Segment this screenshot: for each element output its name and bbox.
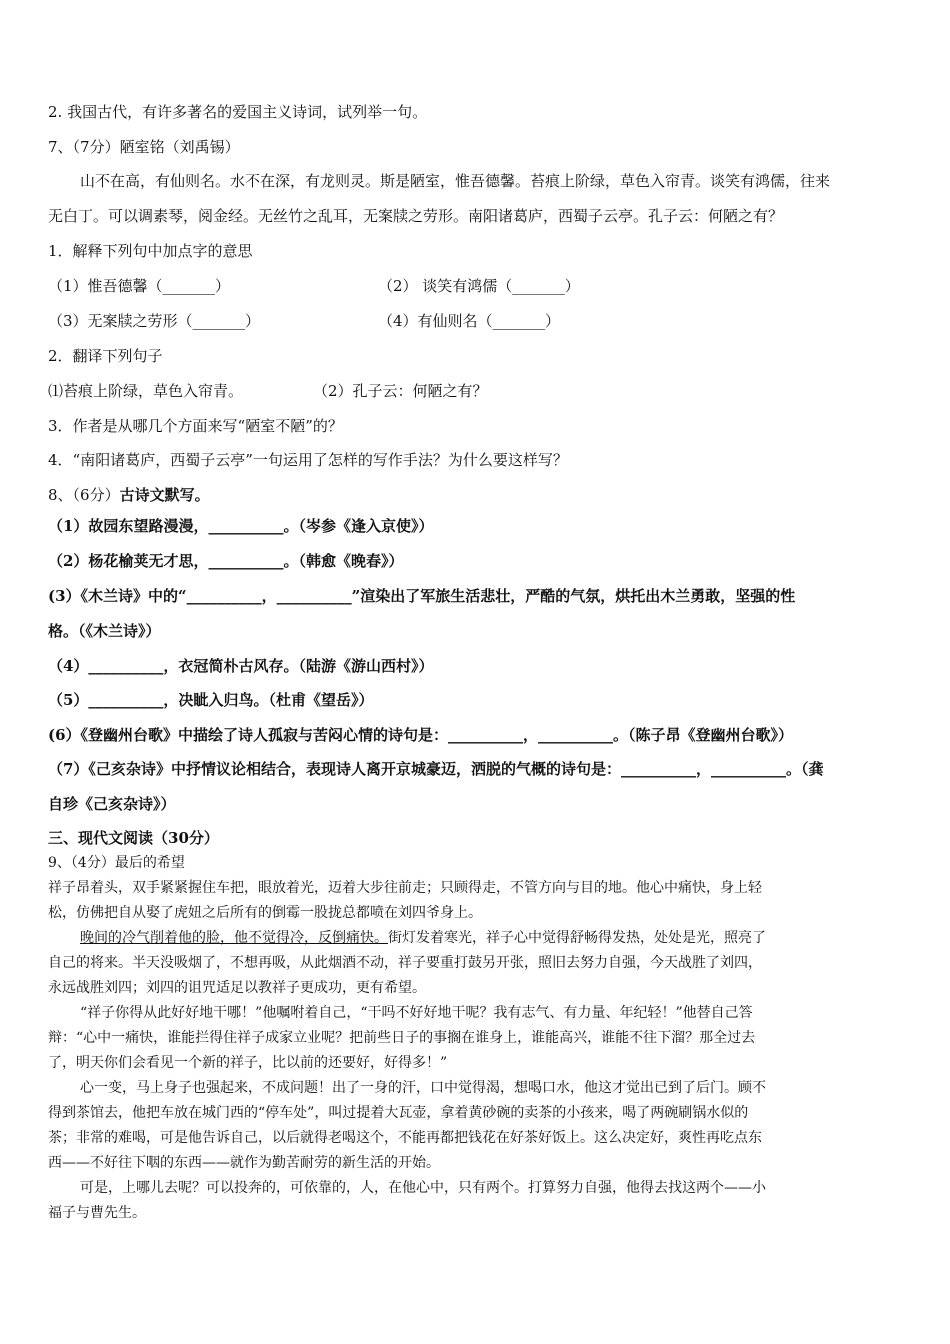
q7-subquestion-1: 1．解释下列句中加点字的意思 xyxy=(48,242,253,260)
q9-paragraph-line: “祥子你得从此好好地干哪！”他嘱咐着自己，“干吗不好好地干呢？我有志气、有力量、年纪轻！”他替自己答 xyxy=(80,1005,753,1021)
q9-paragraph-line: 心一变，马上身子也强起来，不成问题！出了一身的汗，口中觉得渴，想喝口水，他这才觉出已到了后门。顾不 xyxy=(80,1080,766,1096)
q7-translation-2: （2）孔子云：何陋之有？ xyxy=(313,382,488,400)
q7-subquestion-3: 3．作者是从哪几个方面来写“陋室不陋”的？ xyxy=(48,417,343,435)
q8-line: （5）__________，决眦入归鸟。（杜甫《望岳》） xyxy=(48,691,374,709)
q9-paragraph-line: 永远战胜刘四；刘四的诅咒适足以教祥子更成功，更有希望。 xyxy=(48,980,426,996)
q7-item-3: （3）无案牍之劳形（_______） xyxy=(48,312,261,330)
section-3-heading: 三、现代文阅读（30分） xyxy=(48,829,219,847)
q7-header: 7、（7分）陋室铭（刘禹锡） xyxy=(48,138,240,156)
q9-paragraph-line: 得到茶馆去，他把车放在城门西的“停车处”，叫过提着大瓦壶，拿着黄砂碗的卖茶的小孩来，喝了两碗刷锅水似的 xyxy=(48,1105,749,1121)
q7-passage-line: 山不在高，有仙则名。水不在深，有龙则灵。斯是陋室，惟吾德馨。苔痕上阶绿，草色入帘青。谈笑有鸿儒，往来 xyxy=(80,172,831,190)
q8-line: （2）杨花榆荚无才思，__________。（韩愈《晚春》） xyxy=(48,552,404,570)
q9-paragraph-line: 自己的将来。半天没吸烟了，不想再吸，从此烟酒不动，祥子要重打鼓另开张，照旧去努力自强，今天战胜了刘四， xyxy=(48,955,762,971)
q7-items-row xyxy=(48,276,908,296)
q7-item-2: （2） 谈笑有鸿儒（_______） xyxy=(378,277,580,295)
q7-item-4: （4）有仙则名（_______） xyxy=(378,312,561,330)
q8-line: 格。（《木兰诗》） xyxy=(48,622,161,640)
q9-paragraph-line: 西——不好往下咽的东西——就作为勤苦耐劳的新生活的开始。 xyxy=(48,1155,440,1171)
q7-items-row xyxy=(48,311,908,331)
q9-paragraph-line: 辩：“心中一痛快，谁能拦得住祥子成家立业呢？把前些日子的事搁在谁身上，谁能高兴，谁能不往下溜？那全过去 xyxy=(48,1030,756,1046)
q8-line: （7）《己亥杂诗》中抒情议论相结合，表现诗人离开京城豪迈，洒脱的气概的诗句是：__________，__________。（龚 xyxy=(48,760,824,778)
q7-translation-row xyxy=(48,381,908,401)
q8-line: （1）故园东望路漫漫，__________。（岑参《逢入京使》） xyxy=(48,517,434,535)
q8-header-title: 古诗文默写。 xyxy=(119,486,210,504)
q9-paragraph-line: 茶；非常的难喝，可是他告诉自己，以后就得老喝这个，不能再都把钱花在好茶好饭上。这么决定好，爽性再吃点东 xyxy=(48,1130,762,1146)
q8-line: （4）__________，衣冠简朴古风存。（陆游《游山西村》） xyxy=(48,657,434,675)
q8-line: 自珍《己亥杂诗》） xyxy=(48,795,176,813)
paragraph-text: 街灯发着寒光，祥子心中觉得舒畅得发热，处处是光，照亮了 xyxy=(388,930,766,946)
q8-header-prefix: 8、（6分） xyxy=(48,486,120,504)
q9-paragraph-line: 祥子昂着头，双手紧紧握住车把，眼放着光，迈着大步往前走；只顾得走，不管方向与目的地。他心中痛快，身上轻 xyxy=(48,880,762,896)
q9-paragraph-line xyxy=(80,928,908,948)
q9-header: 9、（4分）最后的希望 xyxy=(48,855,185,871)
q2-prompt: 2. 我国古代，有许多著名的爱国主义诗词，试列举一句。 xyxy=(48,103,428,121)
q8-line: (3）《木兰诗》中的“__________，__________”渲染出了军旅生活悲壮，严酷的气氛，烘托出木兰勇敢，坚强的性 xyxy=(48,587,796,605)
q7-subquestion-4: 4．“南阳诸葛庐，西蜀子云亭”一句运用了怎样的写作手法？为什么要这样写？ xyxy=(48,451,568,469)
q7-translation-1: ⑴苔痕上阶绿，草色入帘青。 xyxy=(48,382,244,400)
q7-passage-line: 无白丁。可以调素琴，阅金经。无丝竹之乱耳，无案牍之劳形。南阳诸葛庐，西蜀子云亭。孔子云：何陋之有？ xyxy=(48,207,784,225)
q9-paragraph-line: 了，明天你们会看见一个新的祥子，比以前的还要好，好得多！” xyxy=(48,1055,448,1071)
q8-header xyxy=(48,485,908,505)
q9-paragraph-line: 福子与曹先生。 xyxy=(48,1205,146,1221)
q7-item-1: （1）惟吾德馨（_______） xyxy=(48,277,231,295)
q8-line: (6）《登幽州台歌》中描绘了诗人孤寂与苦闷心情的诗句是：__________，__________。（陈子昂《登幽州台歌》） xyxy=(48,726,794,744)
q9-paragraph-line: 松，仿佛把自从娶了虎妞之后所有的倒霉一股拢总都喷在刘四爷身上。 xyxy=(48,905,482,921)
q9-paragraph-line: 可是，上哪儿去呢？可以投奔的，可依靠的，人，在他心中，只有两个。打算努力自强，他得去找这两个——小 xyxy=(80,1180,766,1196)
q7-subquestion-2: 2．翻译下列句子 xyxy=(48,347,163,365)
underlined-sentence: 晚间的冷气削着他的脸，他不觉得冷，反倒痛快。 xyxy=(80,930,388,946)
